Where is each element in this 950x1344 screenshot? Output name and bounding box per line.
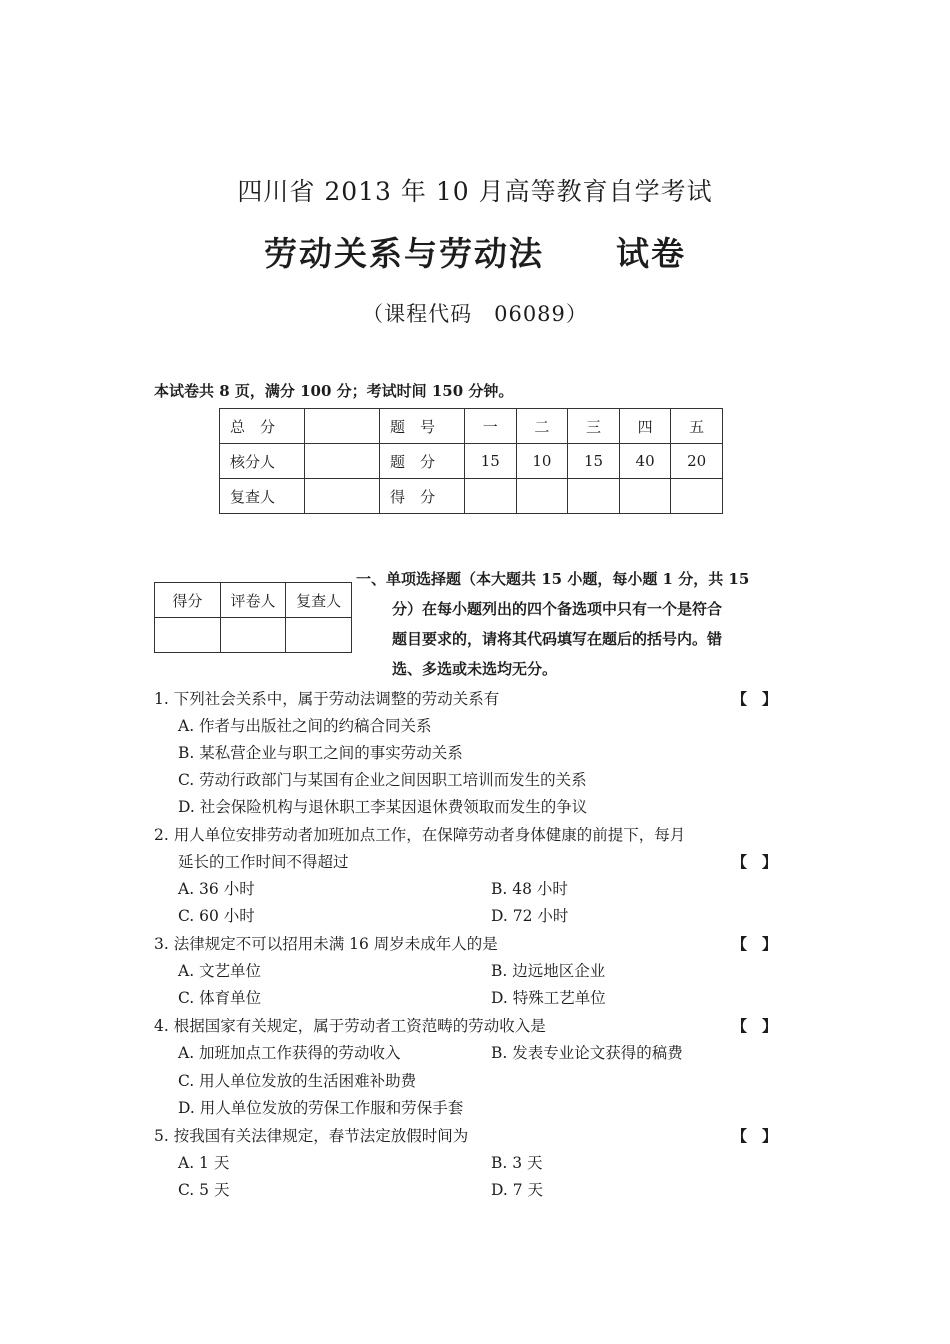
table-cell <box>305 409 380 444</box>
answer-bracket: 【 】 <box>732 1127 778 1145</box>
option-d: D. 7 天 <box>491 1181 544 1199</box>
section-title-line: 分）在每小题列出的四个备选项中只有一个是符合 <box>392 600 723 618</box>
table-cell <box>516 479 568 514</box>
exam-intro: 本试卷共 8 页，满分 100 分；考试时间 150 分钟。 <box>154 382 514 400</box>
grader-table <box>154 582 352 653</box>
table-cell: 三 <box>568 409 620 444</box>
table-cell: 题 号 <box>380 409 465 444</box>
table-cell: 四 <box>619 409 671 444</box>
option-c: C. 60 小时 <box>178 907 255 925</box>
table-cell: 题 分 <box>380 444 465 479</box>
table-cell: 一 <box>465 409 517 444</box>
table-cell <box>286 618 352 653</box>
table-cell <box>619 479 671 514</box>
option-a: A. 加班加点工作获得的劳动收入 <box>178 1044 401 1062</box>
table-cell: 得 分 <box>380 479 465 514</box>
option-c: C. 体育单位 <box>178 989 262 1007</box>
answer-bracket: 【 】 <box>732 1017 778 1035</box>
question-stem: 5. 按我国有关法律规定，春节法定放假时间为 <box>154 1127 469 1145</box>
table-row <box>220 444 723 479</box>
table-cell: 五 <box>671 409 723 444</box>
table-cell: 二 <box>516 409 568 444</box>
option-d: D. 用人单位发放的劳保工作服和劳保手套 <box>178 1099 464 1117</box>
table-cell <box>220 618 286 653</box>
option-a: A. 文艺单位 <box>178 962 262 980</box>
option-c: C. 用人单位发放的生活困难补助费 <box>178 1072 417 1090</box>
question-stem: 3. 法律规定不可以招用未满 16 周岁未成年人的是 <box>154 935 498 953</box>
table-cell <box>671 479 723 514</box>
table-cell: 核分人 <box>220 444 305 479</box>
exam-title: 四川省 2013 年 10 月高等教育自学考试 <box>237 177 713 206</box>
course-code: （课程代码 06089） <box>362 302 588 326</box>
table-cell: 得分 <box>155 583 221 618</box>
table-row <box>220 479 723 514</box>
option-b: B. 某私营企业与职工之间的事实劳动关系 <box>178 744 463 762</box>
table-cell: 40 <box>619 444 671 479</box>
question-stem: 2. 用人单位安排劳动者加班加点工作，在保障劳动者身体健康的前提下，每月 <box>154 826 686 844</box>
paper-label: 试卷 <box>616 234 686 273</box>
question-stem: 1. 下列社会关系中，属于劳动法调整的劳动关系有 <box>154 690 500 708</box>
table-cell: 复查人 <box>286 583 352 618</box>
table-cell <box>568 479 620 514</box>
question-stem: 4. 根据国家有关规定，属于劳动者工资范畴的劳动收入是 <box>154 1017 546 1035</box>
table-cell <box>305 444 380 479</box>
table-cell: 评卷人 <box>220 583 286 618</box>
subject-name: 劳动关系与劳动法 <box>264 234 544 273</box>
option-a: A. 作者与出版社之间的约稿合同关系 <box>178 717 432 735</box>
option-b: B. 3 天 <box>491 1154 543 1172</box>
answer-bracket: 【 】 <box>732 935 778 953</box>
question-stem-continued: 延长的工作时间不得超过 <box>178 853 349 871</box>
table-cell: 20 <box>671 444 723 479</box>
option-a: A. 36 小时 <box>178 880 255 898</box>
table-cell: 复查人 <box>220 479 305 514</box>
table-cell: 15 <box>568 444 620 479</box>
table-cell <box>305 479 380 514</box>
table-row <box>155 618 352 653</box>
option-b: B. 边远地区企业 <box>491 962 606 980</box>
table-row <box>155 583 352 618</box>
table-cell: 总 分 <box>220 409 305 444</box>
table-row <box>220 409 723 444</box>
subject-title <box>0 228 950 275</box>
section-title-line: 选、多选或未选均无分。 <box>392 660 558 678</box>
option-b: B. 发表专业论文获得的稿费 <box>491 1044 683 1062</box>
table-cell <box>465 479 517 514</box>
section-title-line: 一、单项选择题（本大题共 15 小题，每小题 1 分，共 15 <box>356 570 750 588</box>
table-cell: 10 <box>516 444 568 479</box>
answer-bracket: 【 】 <box>732 853 778 871</box>
option-d: D. 社会保险机构与退休职工李某因退休费领取而发生的争议 <box>178 798 588 816</box>
answer-bracket: 【 】 <box>732 690 778 708</box>
option-b: B. 48 小时 <box>491 880 568 898</box>
option-a: A. 1 天 <box>178 1154 230 1172</box>
option-d: D. 特殊工艺单位 <box>491 989 606 1007</box>
option-c: C. 5 天 <box>178 1181 230 1199</box>
option-d: D. 72 小时 <box>491 907 569 925</box>
score-table <box>219 408 723 514</box>
option-c: C. 劳动行政部门与某国有企业之间因职工培训而发生的关系 <box>178 771 587 789</box>
section-title-line: 题目要求的，请将其代码填写在题后的括号内。错 <box>392 630 723 648</box>
table-cell <box>155 618 221 653</box>
section-title <box>356 564 796 684</box>
table-cell: 15 <box>465 444 517 479</box>
